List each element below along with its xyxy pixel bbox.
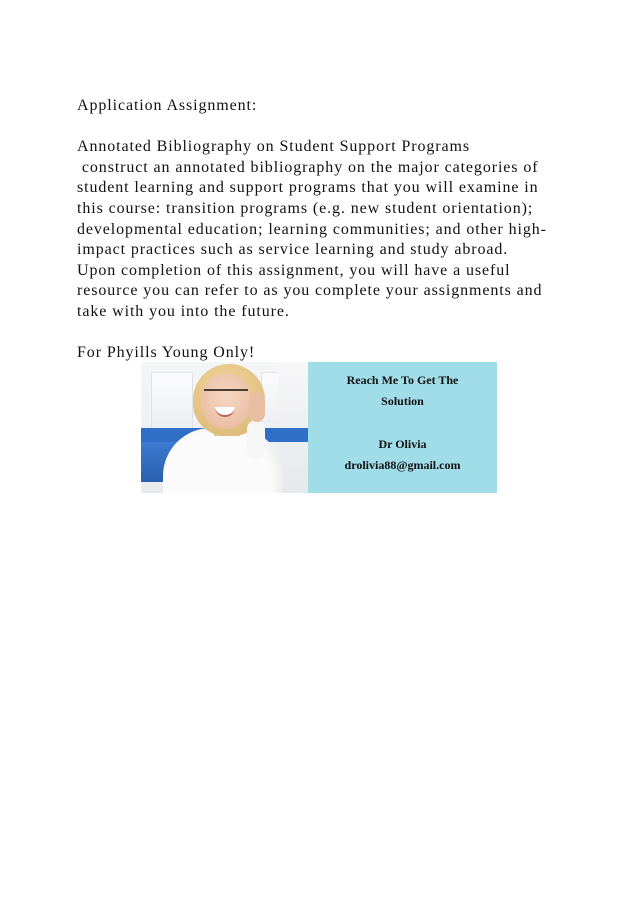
body-line: student learning and support programs that you will examine in xyxy=(77,179,539,197)
contact-email[interactable]: drolivia88@gmail.com xyxy=(344,458,461,472)
body-line: construct an annotated bibliography on the major categories of xyxy=(77,158,539,176)
assignment-heading: Application Assignment: xyxy=(77,97,258,114)
contact-banner xyxy=(141,362,497,493)
body-line: Upon completion of this assignment, you will have a useful xyxy=(77,261,511,279)
assignment-text xyxy=(77,96,567,364)
contact-panel xyxy=(308,362,497,493)
banner-line-1: Reach Me To Get The xyxy=(346,373,459,387)
banner-line-2: Solution xyxy=(381,394,424,408)
woman-photo xyxy=(141,362,308,493)
body-line: resource you can refer to as you complete your assignments and xyxy=(77,282,543,300)
contact-name: Dr Olivia xyxy=(378,437,427,451)
recipient-note: For Phyills Young Only! xyxy=(77,344,256,362)
body-line: take with you into the future. xyxy=(77,302,290,320)
body-line: this course: transition programs (e.g. new student orientation); xyxy=(77,199,534,217)
body-line: developmental education; learning communities; and other high- xyxy=(77,220,547,238)
bibliography-title: Annotated Bibliography on Student Support Programs xyxy=(77,138,470,156)
body-line: impact practices such as service learning and study abroad. xyxy=(77,241,509,259)
